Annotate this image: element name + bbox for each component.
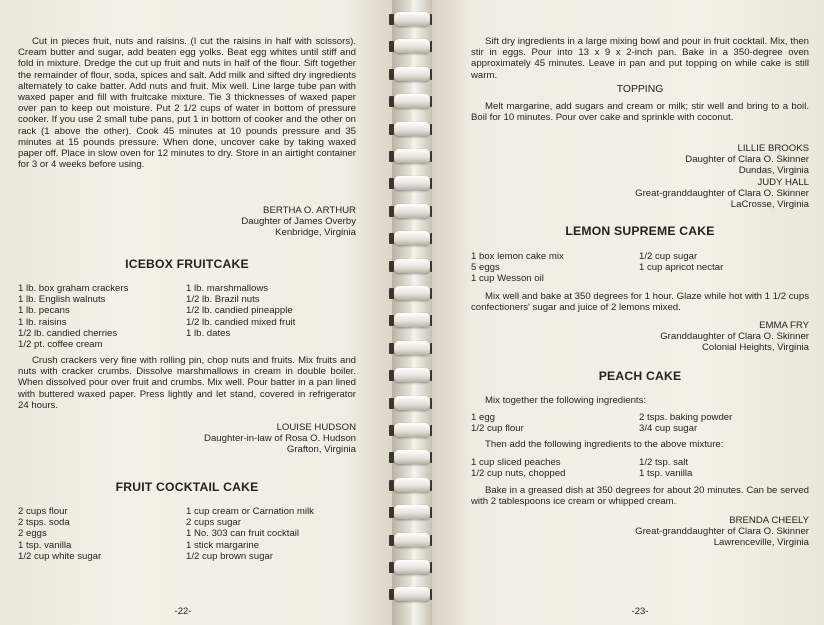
ingredient: 1/2 pt. coffee cream bbox=[18, 338, 103, 350]
ingredient: 1 cup Wesson oil bbox=[471, 273, 544, 285]
icebox-fruitcake-title: ICEBOX FRUITCAKE bbox=[125, 257, 249, 271]
ingredient: 1 lb. pecans bbox=[18, 305, 70, 317]
binding-coil bbox=[394, 12, 430, 26]
punch-hole bbox=[389, 14, 394, 25]
signature-location: Grafton, Virginia bbox=[286, 444, 356, 456]
binding-coil bbox=[394, 286, 430, 300]
left-page bbox=[0, 0, 392, 625]
ingredient: 2 cups sugar bbox=[186, 517, 241, 529]
lemon-ingredients-col2 bbox=[639, 251, 723, 273]
punch-hole bbox=[389, 343, 394, 354]
spiral-binding bbox=[392, 0, 432, 625]
page-number: -22- bbox=[174, 606, 192, 617]
signature-name: EMMA FRY bbox=[759, 320, 809, 331]
signature-name: BRENDA CHEELY bbox=[729, 515, 809, 526]
binding-coil bbox=[394, 341, 430, 355]
signature-relation: Great-granddaughter of Clara O. Skinner bbox=[635, 187, 809, 199]
punch-hole bbox=[389, 41, 394, 52]
ingredient: 1/2 lb. candied mixed fruit bbox=[186, 316, 296, 328]
ingredient: 1 lb. box graham crackers bbox=[18, 283, 129, 294]
peach-directions bbox=[471, 485, 809, 507]
ingredient: 1 No. 303 can fruit cocktail bbox=[186, 528, 300, 540]
ingredient: 1 cup cream or Carnation milk bbox=[186, 506, 314, 517]
fruit-cocktail-ingredients-col1 bbox=[18, 506, 101, 562]
binding-coil bbox=[394, 560, 430, 574]
punch-hole bbox=[389, 124, 394, 135]
binding-coil bbox=[394, 587, 430, 601]
ingredient: 2 cups flour bbox=[18, 506, 68, 517]
binding-coil bbox=[394, 94, 430, 108]
ingredient: 1/2 cup brown sugar bbox=[186, 550, 273, 562]
signature-location: Colonial Heights, Virginia bbox=[701, 342, 809, 354]
peach-directions-text: Bake in a greased dish at 350 degrees for about 20 minutes. Can be served with 2 tablespoons ice cream or whipped cream. bbox=[471, 485, 809, 508]
punch-hole bbox=[389, 398, 394, 409]
binding-coil bbox=[394, 204, 430, 218]
signature-relation: Daughter of James Overby bbox=[241, 216, 356, 228]
peach-cake-title: PEACH CAKE bbox=[598, 369, 682, 383]
peach-intro-text: Mix together the following ingredients: bbox=[485, 395, 647, 406]
icebox-ingredients-col1 bbox=[18, 283, 128, 350]
ingredient: 1 tsp. vanilla bbox=[18, 539, 72, 551]
bertha-signature bbox=[120, 205, 356, 239]
fruitcake-directions bbox=[18, 36, 356, 170]
punch-hole bbox=[389, 425, 394, 436]
punch-hole bbox=[389, 370, 394, 381]
lemon-ingredients-col1 bbox=[471, 251, 564, 285]
icebox-directions bbox=[18, 355, 356, 411]
ingredient: 1/2 lb. candied pineapple bbox=[186, 305, 293, 317]
signature-relation: Great-granddaughter of Clara O. Skinner bbox=[635, 526, 809, 538]
icebox-ingredients-col2 bbox=[186, 283, 295, 339]
signature-location: LaCrosse, Virginia bbox=[730, 199, 809, 211]
ingredient: 1 tsp. vanilla bbox=[639, 468, 693, 480]
punch-hole bbox=[389, 261, 394, 272]
fruit-cocktail-directions-text: Sift dry ingredients in a large mixing bowl and pour in fruit cocktail. Mix, then stir in eggs. Pour into 13 x 9 x 2-inch pan. Bake in a 350-degree oven approximately 45 minutes. Leave in pan and put topping on while cake is still warm. bbox=[471, 36, 809, 81]
ingredient: 1 egg bbox=[471, 412, 496, 423]
emma-signature bbox=[572, 320, 809, 354]
lemon-directions bbox=[471, 291, 809, 313]
page-number: -23- bbox=[631, 606, 649, 617]
binding-coil bbox=[394, 313, 430, 327]
ingredient: 1/2 tsp. salt bbox=[639, 457, 689, 468]
punch-hole bbox=[389, 315, 394, 326]
binding-coil bbox=[394, 122, 430, 136]
binding-coil bbox=[394, 39, 430, 53]
signature-location: Lawrenceville, Virginia bbox=[713, 537, 809, 549]
binding-coil bbox=[394, 368, 430, 382]
ingredient: 1/2 lb. candied cherries bbox=[18, 327, 118, 339]
binding-coil bbox=[394, 176, 430, 190]
fruitcake-directions-text: Cut in pieces fruit, nuts and raisins. (I cut the raisins in half with scissors). Cream butter and sugar, add beaten egg yolks. Beat egg whites until stiff and fold in mixture. Dredge the cut up fruit and nuts in half of the flour. Sift together the remainder of flour, soda, spices and salt. Add milk and sifted dry ingredients alternately to cake batter. Add nuts and fruit. Mix well. Line large tube pan with waxed paper and fill with fruitcake mixture. Tie 3 thicknesses of waxed paper over pan to keep out moisture. Put 2 1/2 cups of water in bottom of pressure cooker. If you use 2 small tube pans, put 1 in bottom of cooker and the other on rack (1 above the other). Cook 45 minutes at 10 pounds pressure and 35 minutes at 15 pounds pressure. When done, uncover cake by taking waxed paper off. Place in slow oven for 12 minutes to dry. Store in an airtight container for 3 or 4 weeks before using. bbox=[18, 36, 356, 171]
ingredient: 3/4 cup sugar bbox=[639, 423, 698, 435]
punch-hole bbox=[389, 96, 394, 107]
punch-hole bbox=[389, 69, 394, 80]
ingredient: 1 box lemon cake mix bbox=[471, 251, 564, 262]
signature-relation: Granddaughter of Clara O. Skinner bbox=[660, 331, 809, 343]
binding-coil bbox=[394, 396, 430, 410]
signature-relation: Daughter-in-law of Rosa O. Hudson bbox=[204, 433, 356, 445]
binding-coil bbox=[394, 505, 430, 519]
peach-ingredients-b-col1 bbox=[471, 457, 565, 479]
topping-title: TOPPING bbox=[616, 84, 664, 95]
fruit-cocktail-cake-title: FRUIT COCKTAIL CAKE bbox=[115, 480, 259, 494]
ingredient: 5 eggs bbox=[471, 262, 500, 274]
ingredient: 1 lb. English walnuts bbox=[18, 294, 106, 306]
ingredient: 1/2 cup nuts, chopped bbox=[471, 468, 566, 480]
louise-signature bbox=[120, 422, 356, 456]
ingredient: 2 tsps. baking powder bbox=[639, 412, 733, 423]
punch-hole bbox=[389, 206, 394, 217]
punch-hole bbox=[389, 452, 394, 463]
right-page bbox=[432, 0, 824, 625]
ingredient: 1/2 cup sugar bbox=[639, 251, 698, 262]
lemon-directions-text: Mix well and bake at 350 degrees for 1 hour. Glaze while hot with 1 1/2 cups confectioners' sugar and juice of 2 lemons mixed. bbox=[471, 291, 809, 314]
punch-hole bbox=[389, 562, 394, 573]
signature-location: Kenbridge, Virginia bbox=[275, 227, 356, 239]
fruit-cocktail-ingredients-col2 bbox=[186, 506, 314, 562]
signature-name: JUDY HALL bbox=[757, 176, 809, 188]
icebox-directions-text: Crush crackers very fine with rolling pin, chop nuts and fruits. Mix fruits and nuts with cracker crumbs. Dissolve marshmallows in cream in double boiler. When dissolved pour over fruit and crumbs. Mix well. Pour batter in a pan lined with buttered waxed paper. Press lightly and let stand, covered in refrigerator 24 hours. bbox=[18, 355, 356, 411]
binding-coil bbox=[394, 450, 430, 464]
ingredient: 1 lb. dates bbox=[186, 327, 231, 339]
peach-ingredients-b-col2 bbox=[639, 457, 692, 479]
signature-name: LILLIE BROOKS bbox=[737, 143, 809, 154]
ingredient: 1 cup apricot nectar bbox=[639, 262, 724, 274]
ingredient: 1 stick margarine bbox=[186, 539, 260, 551]
punch-hole bbox=[389, 151, 394, 162]
signature-location: Dundas, Virginia bbox=[738, 165, 809, 177]
punch-hole bbox=[389, 589, 394, 600]
punch-hole bbox=[389, 233, 394, 244]
signature-name: LOUISE HUDSON bbox=[276, 422, 356, 433]
binding-coil bbox=[394, 259, 430, 273]
ingredient: 2 eggs bbox=[18, 528, 47, 540]
binding-coil bbox=[394, 423, 430, 437]
ingredient: 1 cup sliced peaches bbox=[471, 457, 561, 468]
punch-hole bbox=[389, 535, 394, 546]
peach-middle bbox=[471, 439, 809, 450]
brenda-signature bbox=[572, 515, 809, 549]
signature-relation: Daughter of Clara O. Skinner bbox=[685, 154, 809, 166]
punch-hole bbox=[389, 480, 394, 491]
punch-hole bbox=[389, 507, 394, 518]
ingredient: 1 lb. raisins bbox=[18, 316, 67, 328]
peach-ingredients-a-col1 bbox=[471, 412, 524, 434]
binding-coil bbox=[394, 478, 430, 492]
binding-coil bbox=[394, 231, 430, 245]
ingredient: 1/2 cup white sugar bbox=[18, 550, 102, 562]
punch-hole bbox=[389, 178, 394, 189]
signature-name: BERTHA O. ARTHUR bbox=[263, 205, 356, 216]
binding-coil bbox=[394, 67, 430, 81]
binding-coil bbox=[394, 149, 430, 163]
ingredient: 2 tsps. soda bbox=[18, 517, 70, 529]
binding-coil bbox=[394, 533, 430, 547]
topping-directions-text: Melt margarine, add sugars and cream or milk; stir well and bring to a boil. Boil for 10 minutes. Pour over cake and sprinkle with coconut. bbox=[471, 101, 809, 124]
peach-ingredients-a-col2 bbox=[639, 412, 732, 434]
ingredient: 1 lb. marshmallows bbox=[186, 283, 269, 294]
ingredient: 1/2 lb. Brazil nuts bbox=[186, 294, 260, 306]
peach-intro bbox=[471, 395, 809, 406]
punch-hole bbox=[389, 288, 394, 299]
topping-directions bbox=[471, 101, 809, 123]
fruit-cocktail-directions bbox=[471, 36, 809, 81]
brooks-hall-signature bbox=[572, 143, 809, 210]
ingredient: 1/2 cup flour bbox=[471, 423, 524, 435]
lemon-supreme-cake-title: LEMON SUPREME CAKE bbox=[565, 224, 715, 238]
peach-middle-text: Then add the following ingredients to the above mixture: bbox=[485, 439, 724, 450]
